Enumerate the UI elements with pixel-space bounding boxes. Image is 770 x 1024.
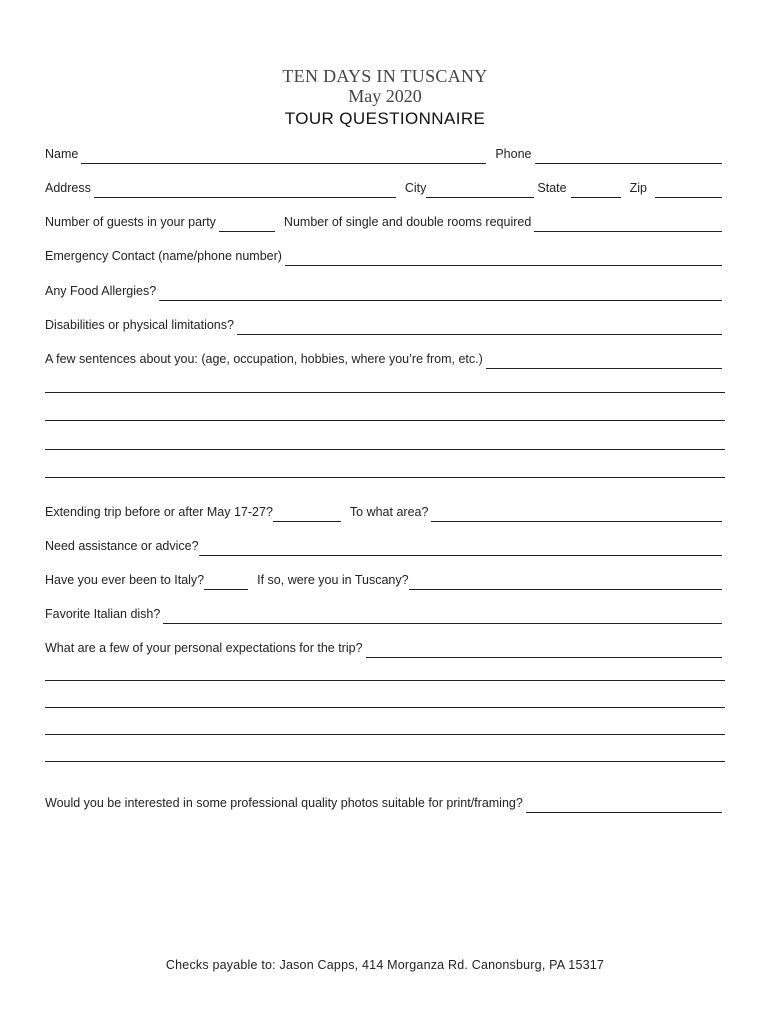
rooms-label: Number of single and double rooms required <box>283 215 532 229</box>
allergies-field[interactable] <box>159 286 722 301</box>
name-field[interactable] <box>81 149 486 164</box>
emergency-row <box>45 246 725 266</box>
state-label: State <box>537 181 567 195</box>
zip-field[interactable] <box>655 183 722 198</box>
about-line-4[interactable] <box>45 477 725 478</box>
italy-field[interactable] <box>204 575 248 590</box>
tour-date: May 2020 <box>348 86 422 106</box>
photos-label: Would you be interested in some professional quality photos suitable for print/framing? <box>45 796 523 810</box>
area-field[interactable] <box>431 507 722 522</box>
disabilities-label: Disabilities or physical limitations? <box>45 318 234 332</box>
expectations-row <box>45 638 725 658</box>
expectations-line-1[interactable] <box>45 680 725 681</box>
about-line-3[interactable] <box>45 449 725 450</box>
allergies-label: Any Food Allergies? <box>45 284 157 298</box>
area-label: To what area? <box>349 505 429 519</box>
allergies-row <box>45 281 725 301</box>
guests-rooms-row <box>45 212 725 232</box>
address-field[interactable] <box>94 183 396 198</box>
about-field[interactable] <box>486 354 722 369</box>
assistance-field[interactable] <box>199 541 722 556</box>
expectations-line-2[interactable] <box>45 707 725 708</box>
tuscany-field[interactable] <box>409 575 722 590</box>
phone-field[interactable] <box>535 149 723 164</box>
dish-row <box>45 604 725 624</box>
italy-label: Have you ever been to Italy? <box>45 573 205 587</box>
disabilities-row <box>45 315 725 335</box>
rooms-field[interactable] <box>534 217 722 232</box>
zip-label: Zip <box>629 181 647 195</box>
address-row <box>45 178 725 198</box>
extending-row <box>45 502 725 522</box>
assistance-row <box>45 536 725 556</box>
name-label: Name <box>45 147 79 161</box>
expectations-line-4[interactable] <box>45 761 725 762</box>
tour-title: TEN DAYS IN TUSCANY <box>282 66 488 86</box>
about-label: A few sentences about you: (age, occupation, hobbies, where you’re from, etc.) <box>45 352 483 366</box>
guests-label: Number of guests in your party <box>45 215 216 229</box>
extending-label: Extending trip before or after May 17-27? <box>45 505 273 519</box>
extending-field[interactable] <box>273 507 341 522</box>
phone-label: Phone <box>495 147 532 161</box>
about-line-1[interactable] <box>45 392 725 393</box>
expectations-field[interactable] <box>366 643 722 658</box>
dish-label: Favorite Italian dish? <box>45 607 161 621</box>
dish-field[interactable] <box>163 609 722 624</box>
photos-field[interactable] <box>526 798 722 813</box>
disabilities-field[interactable] <box>237 320 722 335</box>
questionnaire-heading: TOUR QUESTIONNAIRE <box>284 109 486 128</box>
state-field[interactable] <box>571 183 621 198</box>
address-label: Address <box>45 181 91 195</box>
name-phone-row <box>45 144 725 164</box>
assistance-label: Need assistance or advice? <box>45 539 199 553</box>
checks-payable-note: Checks payable to: Jason Capps, 414 Morganza Rd. Canonsburg, PA 15317 <box>165 958 605 972</box>
emergency-label: Emergency Contact (name/phone number) <box>45 249 282 263</box>
expectations-label: What are a few of your personal expectations for the trip? <box>45 641 363 655</box>
emergency-field[interactable] <box>285 251 722 266</box>
photos-row <box>45 793 725 813</box>
tuscany-label: If so, were you in Tuscany? <box>257 573 409 587</box>
city-label: City <box>404 181 427 195</box>
expectations-line-3[interactable] <box>45 734 725 735</box>
city-field[interactable] <box>426 183 534 198</box>
italy-row <box>45 570 725 590</box>
about-row <box>45 349 725 369</box>
guests-field[interactable] <box>219 217 275 232</box>
about-line-2[interactable] <box>45 420 725 421</box>
